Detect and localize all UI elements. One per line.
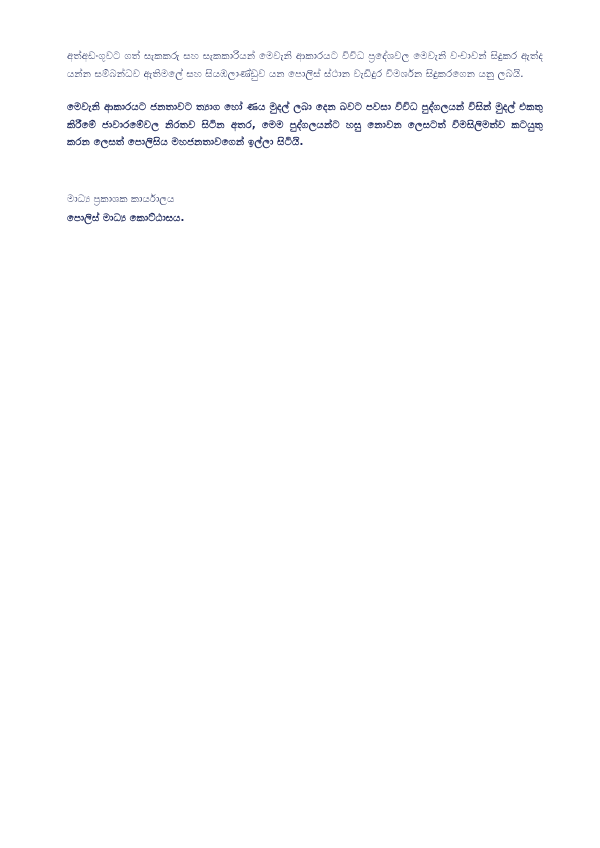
- signature-block: [67, 190, 543, 228]
- signature-division: පොලිස් මාධ්‍ය කොට්ඨාසය.: [67, 212, 185, 224]
- document-body: [67, 48, 543, 228]
- public-warning-paragraph: මෙවැනි ආකාරයට ජනතාවට ත්‍යාග හෝ ණය මුදල් ලබා දෙන බවට පවසා විවිධ පුද්ගලයන් විසින් මුදල් එකතු කිරීමේ ජාවාරමේවල නිරතව සිටින අතර, මෙම පුද්ගලයන්ට හසු නොවන ලෙසටත් විමසිලිමත්ව කටයුතු කරන ලෙසත් පොලිසිය මහජනතාවගෙන් ඉල්ලා සිටියි.: [67, 102, 543, 148]
- signature-office: මාධ්‍ය ප්‍රකාශක කාර්යාලය: [67, 193, 175, 205]
- investigation-paragraph: අත්අඩංගුවට ගත් සැකකරු සහ සැකකාරියන් මෙවැනි ආකාරයට විවිධ ප්‍රදේශවල මෙවැනි වංචාවන් සිදුකර ඇත්ද යන්න සම්බන්ධව ඇතිමලේ සහ සියඹලාණ්ඩුව යන පොලිස් ස්ථාන වැඩිදුර විමර්ශන සිදුකරගෙන යනු ලබයි.: [67, 51, 543, 80]
